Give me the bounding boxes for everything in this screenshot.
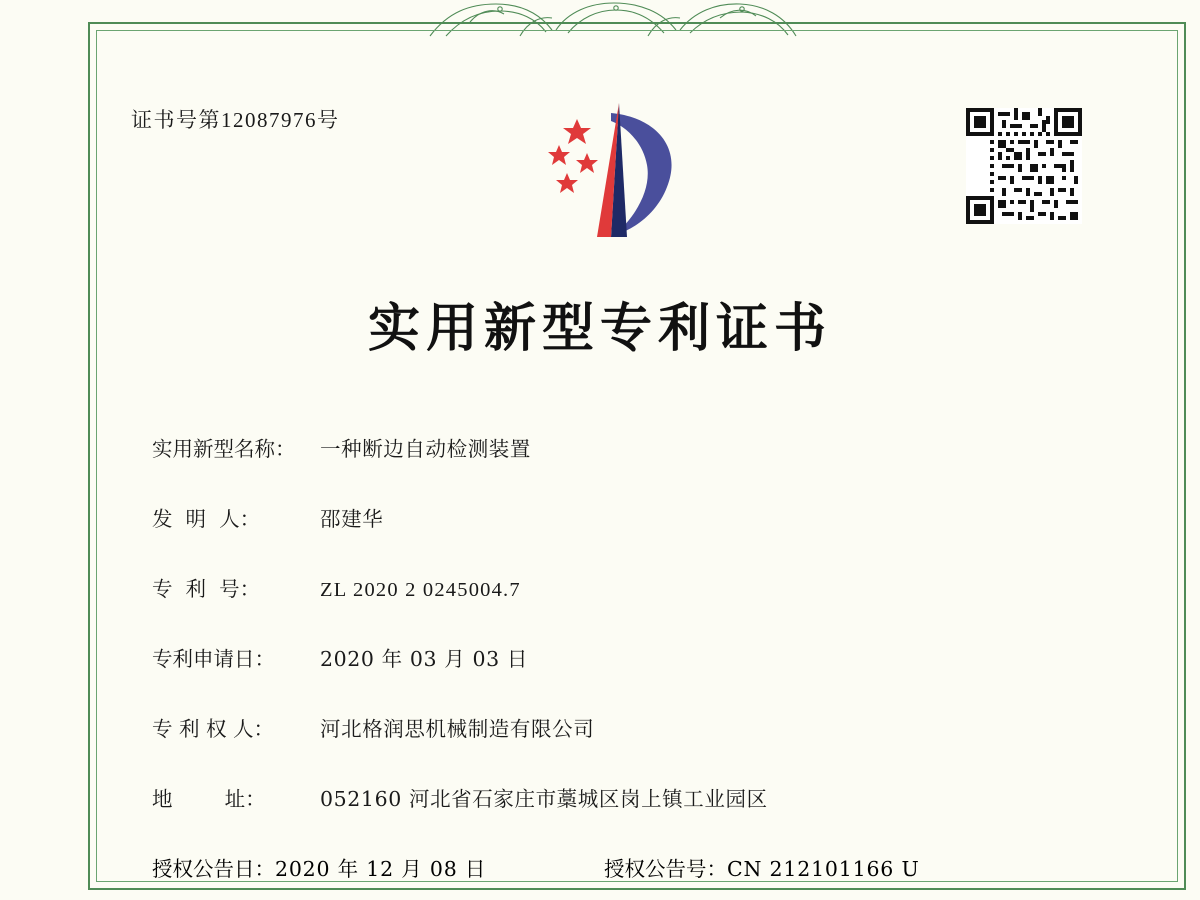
certificate-number: 证书号第12087976号 <box>131 108 340 132</box>
field-label: 实用新型名称： <box>152 437 296 461</box>
field-value: 2020 年 03 月 03 日 <box>320 647 529 671</box>
field-label: 地 址： <box>152 787 266 811</box>
field-utility-model-name <box>152 432 1092 462</box>
field-label: 发 明 人： <box>152 507 261 531</box>
field-footer-row <box>152 852 1092 882</box>
field-value: 一种断边自动检测装置 <box>320 437 531 461</box>
field-label: 专利申请日： <box>152 647 275 671</box>
field-value: 052160 河北省石家庄市藁城区岗上镇工业园区 <box>320 787 768 811</box>
field-value: 河北格润思机械制造有限公司 <box>320 717 595 741</box>
cnipa-emblem-icon <box>515 95 695 245</box>
qr-code <box>966 108 1082 224</box>
field-patent-number <box>152 572 1092 602</box>
field-application-date <box>152 642 1092 672</box>
field-label: 专 利 权 人： <box>152 717 275 741</box>
field-label: 授权公告号： <box>604 857 727 881</box>
field-address <box>152 782 1092 812</box>
field-grant-date <box>152 852 604 882</box>
field-list <box>152 432 1092 882</box>
field-label: 授权公告日： <box>152 857 275 881</box>
field-label: 专 利 号： <box>152 577 261 601</box>
field-inventor <box>152 502 1092 532</box>
field-announcement-number <box>604 852 920 882</box>
field-patentee <box>152 712 1092 742</box>
field-value: 邵建华 <box>320 507 384 531</box>
page-title: 实用新型专利证书 <box>367 298 832 359</box>
field-value: CN 212101166 U <box>727 857 920 881</box>
field-value: ZL 2020 2 0245004.7 <box>320 579 521 601</box>
field-value: 2020 年 12 月 08 日 <box>275 857 487 881</box>
